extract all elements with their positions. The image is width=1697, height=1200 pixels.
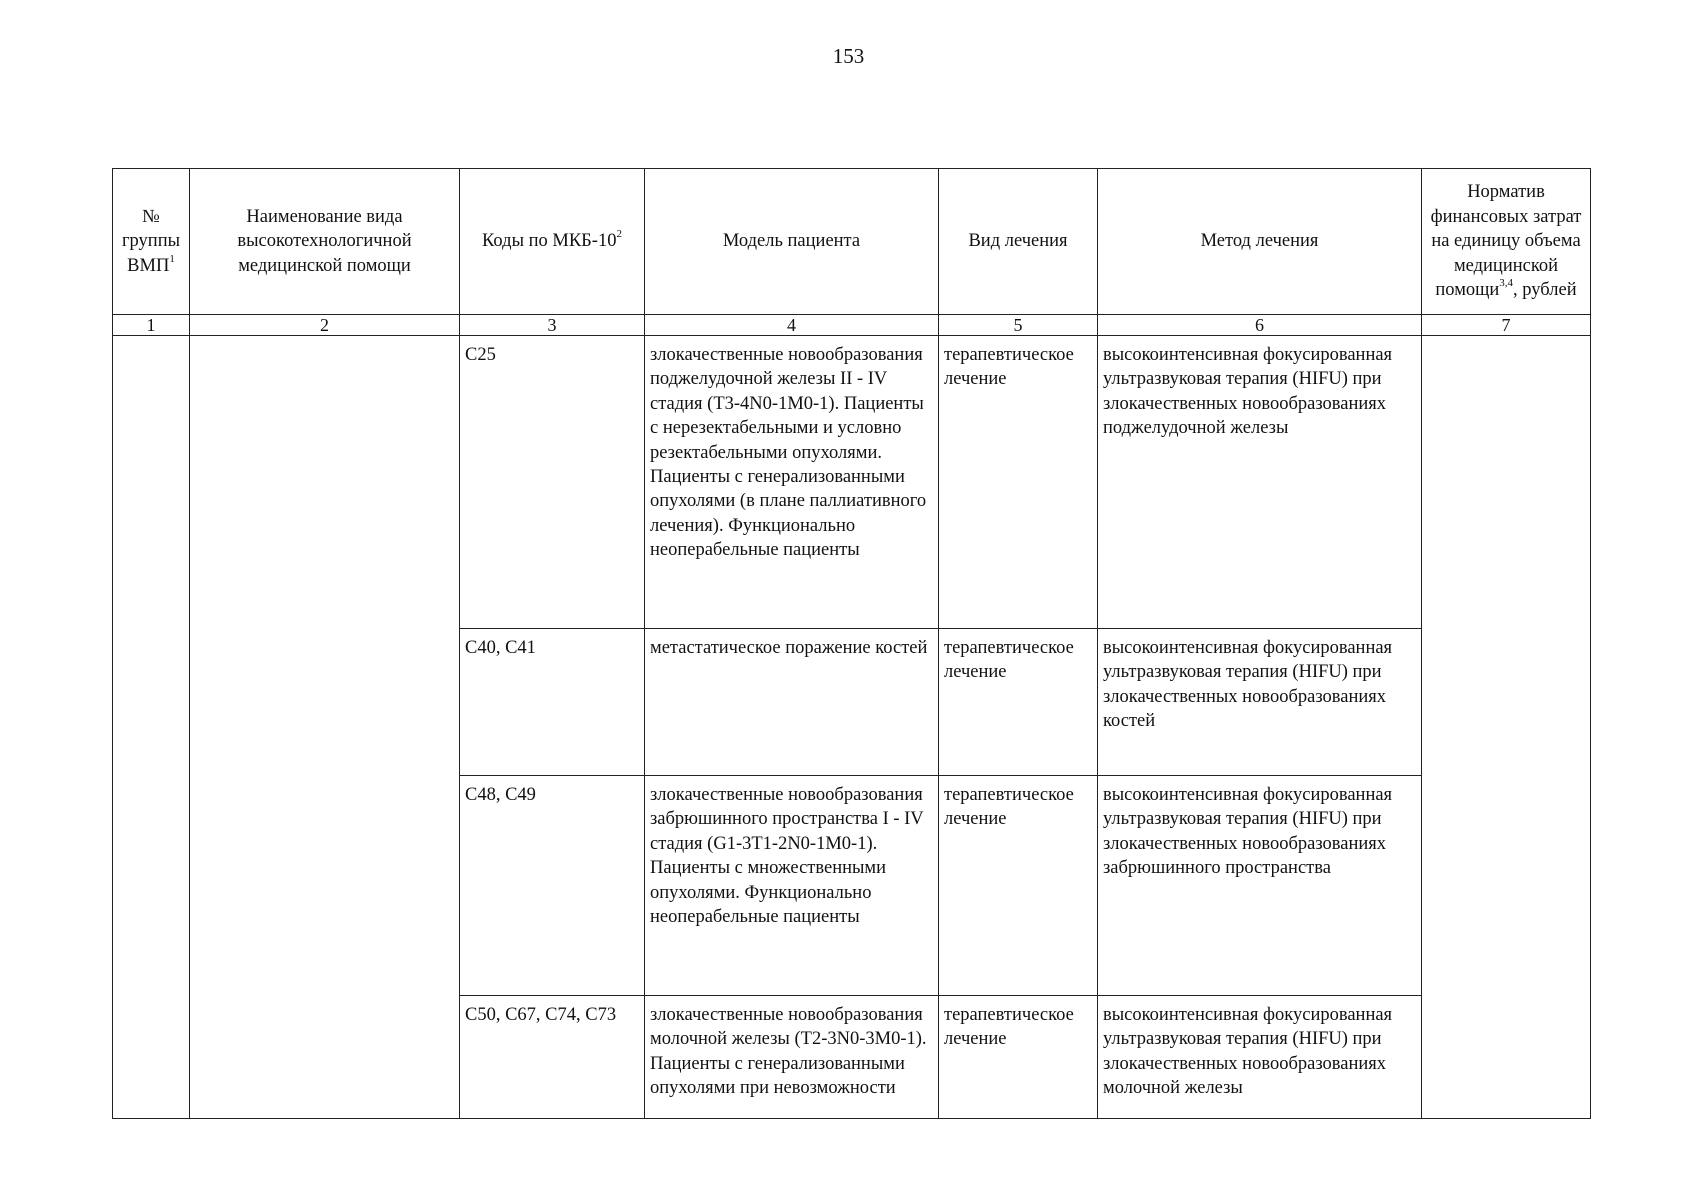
header-care-type: Наименование вида высокотехнологичной медицинской помощи [190, 169, 460, 315]
column-number: 2 [190, 315, 460, 336]
cost-standard-cell [1422, 336, 1591, 1119]
table-row [113, 336, 1591, 629]
care-type-cell [190, 336, 460, 1119]
header-group-number [113, 169, 190, 315]
page-number: 153 [832, 44, 865, 68]
header-icd-codes-text: Коды по МКБ-10 [482, 231, 617, 252]
patient-model-cell: злокачественные новообразования молочной железы (T2-3N0-3M0-1). Пациенты с генерализованными опухолями при невозможности [645, 996, 939, 1119]
treatment-method-cell: высокоинтенсивная фокусированная ультразвуковая терапия (HIFU) при злокачественных новообразованиях костей [1098, 629, 1422, 776]
column-number: 7 [1422, 315, 1591, 336]
footnote-marker: 1 [169, 252, 175, 265]
patient-model-cell: злокачественные новообразования поджелудочной железы II - IV стадия (T3-4N0-1M0-1). Пациенты с нерезектабельными и условно резектабельными опухолями. Пациенты с генерализованными опухолями (в плане паллиативного лечения). Функционально неоперабельные пациенты [645, 336, 939, 629]
column-number-row [113, 315, 1591, 336]
column-number: 4 [645, 315, 939, 336]
header-cost-standard [1422, 169, 1591, 315]
column-number: 1 [113, 315, 190, 336]
icd-codes-cell: C40, C41 [460, 629, 645, 776]
treatment-method-cell: высокоинтенсивная фокусированная ультразвуковая терапия (HIFU) при злокачественных новообразованиях поджелудочной железы [1098, 336, 1422, 629]
icd-codes-cell: C50, C67, C74, C73 [460, 996, 645, 1119]
column-number: 5 [939, 315, 1098, 336]
header-icd-codes [460, 169, 645, 315]
treatment-type-cell: терапевтическое лечение [939, 776, 1098, 996]
group-number-cell [113, 336, 190, 1119]
header-group-number-text: № группы ВМП [121, 206, 181, 276]
icd-codes-cell: C48, C49 [460, 776, 645, 996]
treatment-method-cell: высокоинтенсивная фокусированная ультразвуковая терапия (HIFU) при злокачественных новообразованиях забрюшинного пространства [1098, 776, 1422, 996]
treatment-type-cell: терапевтическое лечение [939, 996, 1098, 1119]
header-cost-standard-text: Норматив финансовых затрат на единицу объема медицинской помощи [1430, 182, 1582, 301]
treatment-type-cell: терапевтическое лечение [939, 336, 1098, 629]
footnote-marker: 2 [616, 228, 622, 241]
header-treatment-method: Метод лечения [1098, 169, 1422, 315]
column-number: 3 [460, 315, 645, 336]
header-cost-standard-unit: , рублей [1513, 280, 1577, 301]
header-row [113, 169, 1591, 315]
treatment-type-cell: терапевтическое лечение [939, 629, 1098, 776]
icd-codes-cell: C25 [460, 336, 645, 629]
patient-model-cell: злокачественные новообразования забрюшинного пространства I - IV стадия (G1-3T1-2N0-1M0-1). Пациенты с множественными опухолями. Функционально неоперабельные пациенты [645, 776, 939, 996]
header-patient-model: Модель пациента [645, 169, 939, 315]
patient-model-cell: метастатическое поражение костей [645, 629, 939, 776]
footnote-marker: 3,4 [1499, 276, 1514, 289]
column-number: 6 [1098, 315, 1422, 336]
header-treatment-type: Вид лечения [939, 169, 1098, 315]
vmp-table [112, 168, 1591, 1119]
treatment-method-cell: высокоинтенсивная фокусированная ультразвуковая терапия (HIFU) при злокачественных новообразованиях молочной железы [1098, 996, 1422, 1119]
